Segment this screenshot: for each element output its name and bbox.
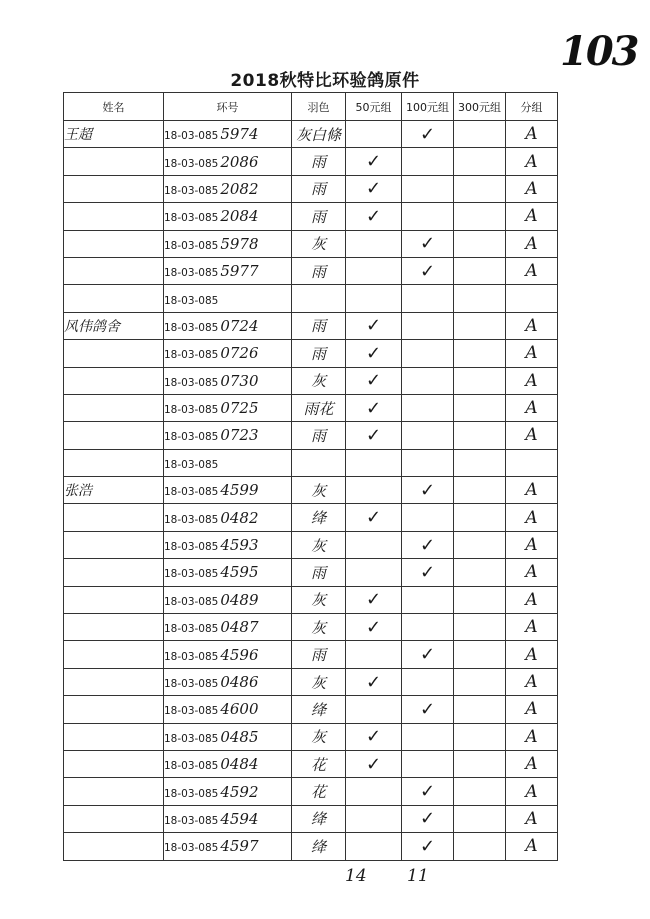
cell-ring — [164, 586, 292, 613]
cell-name — [64, 422, 164, 449]
cell-color: 雨 — [292, 175, 346, 202]
total-50: 14 — [345, 866, 367, 886]
ring-number: 2084 — [220, 207, 259, 226]
cell-group: A — [506, 805, 558, 832]
cell-name — [64, 614, 164, 641]
ring-number: 2082 — [220, 179, 259, 198]
cell-300-group — [454, 778, 506, 805]
cell-group: A — [506, 422, 558, 449]
cell-100-group: ✓ — [402, 230, 454, 257]
ring-prefix: 18-03-085 — [164, 513, 219, 526]
cell-50-group — [346, 477, 402, 504]
cell-group: A — [506, 750, 558, 777]
cell-50-group: ✓ — [346, 340, 402, 367]
cell-name — [64, 285, 164, 312]
ring-number: 0726 — [220, 344, 259, 363]
ring-prefix: 18-03-085 — [164, 787, 219, 800]
cell-50-group — [346, 833, 402, 860]
ring-prefix: 18-03-085 — [164, 184, 219, 197]
table-row — [64, 449, 558, 476]
cell-300-group — [454, 477, 506, 504]
cell-color: 雨花 — [292, 394, 346, 421]
header-100-group: 100元组 — [402, 93, 454, 121]
table-row — [64, 148, 558, 175]
cell-300-group — [454, 614, 506, 641]
ring-number: 4597 — [220, 837, 259, 856]
header-group: 分组 — [506, 93, 558, 121]
cell-name — [64, 696, 164, 723]
cell-50-group: ✓ — [346, 668, 402, 695]
table-row — [64, 586, 558, 613]
cell-50-group — [346, 257, 402, 284]
cell-group: A — [506, 203, 558, 230]
cell-group: A — [506, 778, 558, 805]
cell-100-group — [402, 394, 454, 421]
cell-ring — [164, 504, 292, 531]
ring-prefix: 18-03-085 — [164, 321, 219, 334]
cell-300-group — [454, 668, 506, 695]
cell-color: 灰 — [292, 230, 346, 257]
cell-ring — [164, 614, 292, 641]
cell-group: A — [506, 121, 558, 148]
ring-prefix: 18-03-085 — [164, 842, 219, 855]
cell-name — [64, 203, 164, 230]
cell-100-group — [402, 367, 454, 394]
ring-prefix: 18-03-085 — [164, 130, 219, 143]
cell-ring — [164, 449, 292, 476]
cell-100-group — [402, 203, 454, 230]
total-100: 11 — [407, 866, 429, 886]
cell-300-group — [454, 230, 506, 257]
cell-color: 灰 — [292, 723, 346, 750]
cell-50-group — [346, 778, 402, 805]
cell-name — [64, 148, 164, 175]
cell-color: 雨 — [292, 203, 346, 230]
cell-group: A — [506, 614, 558, 641]
cell-color: 绛 — [292, 805, 346, 832]
cell-50-group — [346, 805, 402, 832]
cell-ring — [164, 477, 292, 504]
cell-50-group: ✓ — [346, 367, 402, 394]
cell-color: 灰 — [292, 477, 346, 504]
cell-300-group — [454, 422, 506, 449]
cell-name — [64, 805, 164, 832]
cell-100-group — [402, 614, 454, 641]
ring-number: 0723 — [220, 426, 259, 445]
page-number: 103 — [560, 28, 638, 75]
cell-100-group: ✓ — [402, 121, 454, 148]
cell-300-group — [454, 559, 506, 586]
table-header-row — [64, 93, 558, 121]
cell-ring — [164, 203, 292, 230]
cell-color: 雨 — [292, 340, 346, 367]
cell-color: 绛 — [292, 833, 346, 860]
cell-name: 王超 — [64, 121, 164, 148]
cell-color: 雨 — [292, 257, 346, 284]
cell-50-group — [346, 449, 402, 476]
cell-ring — [164, 340, 292, 367]
cell-name: 风伟鸽舍 — [64, 312, 164, 339]
cell-ring — [164, 696, 292, 723]
table-row — [64, 257, 558, 284]
table-row — [64, 805, 558, 832]
ring-number: 4600 — [220, 700, 259, 719]
ring-prefix: 18-03-085 — [164, 705, 219, 718]
cell-100-group: ✓ — [402, 559, 454, 586]
cell-300-group — [454, 394, 506, 421]
cell-name — [64, 257, 164, 284]
cell-100-group: ✓ — [402, 696, 454, 723]
header-50-group: 50元组 — [346, 93, 402, 121]
cell-color: 灰 — [292, 367, 346, 394]
cell-ring — [164, 778, 292, 805]
cell-300-group — [454, 833, 506, 860]
cell-color: 绛 — [292, 696, 346, 723]
cell-group: A — [506, 833, 558, 860]
cell-ring — [164, 148, 292, 175]
cell-ring — [164, 394, 292, 421]
cell-ring — [164, 257, 292, 284]
cell-100-group: ✓ — [402, 805, 454, 832]
cell-group — [506, 449, 558, 476]
cell-100-group — [402, 175, 454, 202]
header-ring: 环号 — [164, 93, 292, 121]
cell-group: A — [506, 175, 558, 202]
table-row — [64, 394, 558, 421]
ring-number: 0484 — [220, 755, 259, 774]
table-row — [64, 750, 558, 777]
cell-300-group — [454, 203, 506, 230]
cell-50-group: ✓ — [346, 175, 402, 202]
cell-name — [64, 641, 164, 668]
ring-prefix: 18-03-085 — [164, 541, 219, 554]
cell-300-group — [454, 367, 506, 394]
cell-300-group — [454, 449, 506, 476]
cell-name — [64, 586, 164, 613]
ring-prefix: 18-03-085 — [164, 212, 219, 225]
cell-group: A — [506, 148, 558, 175]
cell-100-group — [402, 750, 454, 777]
cell-name: 张浩 — [64, 477, 164, 504]
cell-ring — [164, 668, 292, 695]
cell-50-group: ✓ — [346, 312, 402, 339]
ring-prefix: 18-03-085 — [164, 157, 219, 170]
cell-300-group — [454, 723, 506, 750]
table-row — [64, 778, 558, 805]
table-row — [64, 696, 558, 723]
cell-100-group: ✓ — [402, 778, 454, 805]
cell-name — [64, 449, 164, 476]
ring-prefix: 18-03-085 — [164, 267, 219, 280]
cell-300-group — [454, 750, 506, 777]
cell-100-group — [402, 504, 454, 531]
cell-50-group — [346, 696, 402, 723]
ring-number: 4595 — [220, 563, 259, 582]
header-color: 羽色 — [292, 93, 346, 121]
cell-color: 雨 — [292, 559, 346, 586]
registration-table — [63, 92, 558, 861]
ring-prefix: 18-03-085 — [164, 568, 219, 581]
cell-name — [64, 750, 164, 777]
ring-prefix: 18-03-085 — [164, 760, 219, 773]
table-row — [64, 203, 558, 230]
cell-name — [64, 394, 164, 421]
cell-group: A — [506, 559, 558, 586]
cell-100-group — [402, 285, 454, 312]
ring-prefix: 18-03-085 — [164, 349, 219, 362]
ring-number: 5978 — [220, 234, 259, 253]
cell-100-group — [402, 340, 454, 367]
cell-group: A — [506, 230, 558, 257]
ring-number: 4596 — [220, 645, 259, 664]
ring-prefix: 18-03-085 — [164, 732, 219, 745]
table-row — [64, 641, 558, 668]
cell-color — [292, 449, 346, 476]
ring-prefix: 18-03-085 — [164, 458, 219, 471]
ring-number: 0724 — [220, 316, 259, 335]
ring-prefix: 18-03-085 — [164, 623, 219, 636]
cell-name — [64, 559, 164, 586]
table-row — [64, 477, 558, 504]
ring-number: 0482 — [220, 508, 259, 527]
table-row — [64, 285, 558, 312]
cell-group: A — [506, 641, 558, 668]
cell-name — [64, 230, 164, 257]
cell-ring — [164, 422, 292, 449]
ring-prefix: 18-03-085 — [164, 595, 219, 608]
cell-100-group — [402, 586, 454, 613]
cell-100-group: ✓ — [402, 641, 454, 668]
cell-group: A — [506, 668, 558, 695]
cell-name — [64, 531, 164, 558]
cell-group: A — [506, 340, 558, 367]
cell-300-group — [454, 586, 506, 613]
cell-ring — [164, 121, 292, 148]
cell-ring — [164, 641, 292, 668]
cell-50-group: ✓ — [346, 203, 402, 230]
ring-prefix: 18-03-085 — [164, 486, 219, 499]
header-name: 姓名 — [64, 93, 164, 121]
ring-prefix: 18-03-085 — [164, 678, 219, 690]
ring-number: 0730 — [220, 371, 259, 390]
ring-prefix: 18-03-085 — [164, 431, 219, 444]
cell-100-group — [402, 312, 454, 339]
cell-100-group: ✓ — [402, 257, 454, 284]
cell-50-group — [346, 230, 402, 257]
cell-300-group — [454, 504, 506, 531]
cell-color: 雨 — [292, 422, 346, 449]
cell-color: 灰白條 — [292, 121, 346, 148]
ring-number: 5977 — [220, 262, 259, 281]
cell-50-group: ✓ — [346, 394, 402, 421]
cell-300-group — [454, 148, 506, 175]
ring-number: 0487 — [220, 618, 259, 637]
cell-ring — [164, 833, 292, 860]
table-row — [64, 723, 558, 750]
cell-300-group — [454, 285, 506, 312]
cell-50-group: ✓ — [346, 750, 402, 777]
cell-50-group — [346, 641, 402, 668]
cell-ring — [164, 805, 292, 832]
cell-50-group — [346, 121, 402, 148]
ring-number: 4594 — [220, 809, 259, 828]
table-row — [64, 121, 558, 148]
cell-color — [292, 285, 346, 312]
cell-100-group — [402, 723, 454, 750]
table-row — [64, 422, 558, 449]
ring-number: 0486 — [220, 673, 259, 691]
cell-300-group — [454, 257, 506, 284]
cell-100-group — [402, 422, 454, 449]
cell-color: 灰 — [292, 668, 346, 695]
cell-name — [64, 367, 164, 394]
cell-group: A — [506, 477, 558, 504]
cell-color: 灰 — [292, 586, 346, 613]
cell-100-group: ✓ — [402, 477, 454, 504]
cell-300-group — [454, 175, 506, 202]
cell-100-group — [402, 668, 454, 695]
ring-number: 4592 — [220, 782, 259, 801]
cell-color: 雨 — [292, 148, 346, 175]
cell-ring — [164, 312, 292, 339]
cell-50-group: ✓ — [346, 148, 402, 175]
table-row — [64, 175, 558, 202]
cell-100-group — [402, 148, 454, 175]
cell-ring — [164, 531, 292, 558]
ring-number: 2086 — [220, 152, 259, 171]
table-row — [64, 833, 558, 860]
cell-group — [506, 285, 558, 312]
cell-group: A — [506, 257, 558, 284]
table-row — [64, 531, 558, 558]
cell-300-group — [454, 696, 506, 723]
cell-50-group: ✓ — [346, 504, 402, 531]
cell-group: A — [506, 312, 558, 339]
cell-color: 绛 — [292, 504, 346, 531]
cell-group: A — [506, 394, 558, 421]
ring-number: 5974 — [220, 125, 259, 144]
cell-color: 灰 — [292, 614, 346, 641]
cell-ring — [164, 723, 292, 750]
header-300-group: 300元组 — [454, 93, 506, 121]
cell-300-group — [454, 312, 506, 339]
ring-number: 4593 — [220, 536, 259, 555]
cell-ring — [164, 559, 292, 586]
ring-prefix: 18-03-085 — [164, 239, 219, 252]
table-row — [64, 230, 558, 257]
cell-50-group: ✓ — [346, 422, 402, 449]
cell-color: 花 — [292, 778, 346, 805]
cell-group: A — [506, 586, 558, 613]
table-row — [64, 312, 558, 339]
cell-group: A — [506, 367, 558, 394]
cell-100-group: ✓ — [402, 531, 454, 558]
cell-name — [64, 668, 164, 695]
cell-50-group: ✓ — [346, 586, 402, 613]
table-row — [64, 367, 558, 394]
cell-300-group — [454, 340, 506, 367]
cell-50-group — [346, 285, 402, 312]
table-row — [64, 668, 558, 695]
cell-300-group — [454, 531, 506, 558]
ring-prefix: 18-03-085 — [164, 376, 219, 389]
ring-prefix: 18-03-085 — [164, 294, 219, 307]
table-row — [64, 614, 558, 641]
ring-prefix: 18-03-085 — [164, 404, 219, 417]
ring-prefix: 18-03-085 — [164, 814, 219, 827]
ring-number: 0725 — [220, 399, 259, 418]
table-row — [64, 340, 558, 367]
cell-50-group — [346, 559, 402, 586]
cell-100-group: ✓ — [402, 833, 454, 860]
cell-color: 花 — [292, 750, 346, 777]
cell-color: 灰 — [292, 531, 346, 558]
cell-color: 雨 — [292, 641, 346, 668]
cell-300-group — [454, 121, 506, 148]
page-title: 2018秋特比环验鸽原件 — [230, 71, 420, 91]
cell-50-group: ✓ — [346, 614, 402, 641]
cell-color: 雨 — [292, 312, 346, 339]
cell-100-group — [402, 449, 454, 476]
cell-group: A — [506, 531, 558, 558]
cell-ring — [164, 230, 292, 257]
cell-name — [64, 723, 164, 750]
cell-ring — [164, 285, 292, 312]
table-row — [64, 504, 558, 531]
cell-name — [64, 504, 164, 531]
ring-number: 4599 — [220, 481, 259, 500]
ring-number: 0485 — [220, 727, 259, 746]
ring-number: 0489 — [220, 590, 259, 609]
cell-group: A — [506, 723, 558, 750]
cell-name — [64, 778, 164, 805]
cell-name — [64, 340, 164, 367]
ring-prefix: 18-03-085 — [164, 650, 219, 663]
cell-300-group — [454, 641, 506, 668]
table-row — [64, 559, 558, 586]
cell-name — [64, 175, 164, 202]
cell-ring — [164, 750, 292, 777]
table-body — [64, 121, 558, 861]
cell-group: A — [506, 504, 558, 531]
cell-50-group: ✓ — [346, 723, 402, 750]
cell-group: A — [506, 696, 558, 723]
cell-300-group — [454, 805, 506, 832]
cell-ring — [164, 367, 292, 394]
cell-ring — [164, 175, 292, 202]
cell-50-group — [346, 531, 402, 558]
cell-name — [64, 833, 164, 860]
